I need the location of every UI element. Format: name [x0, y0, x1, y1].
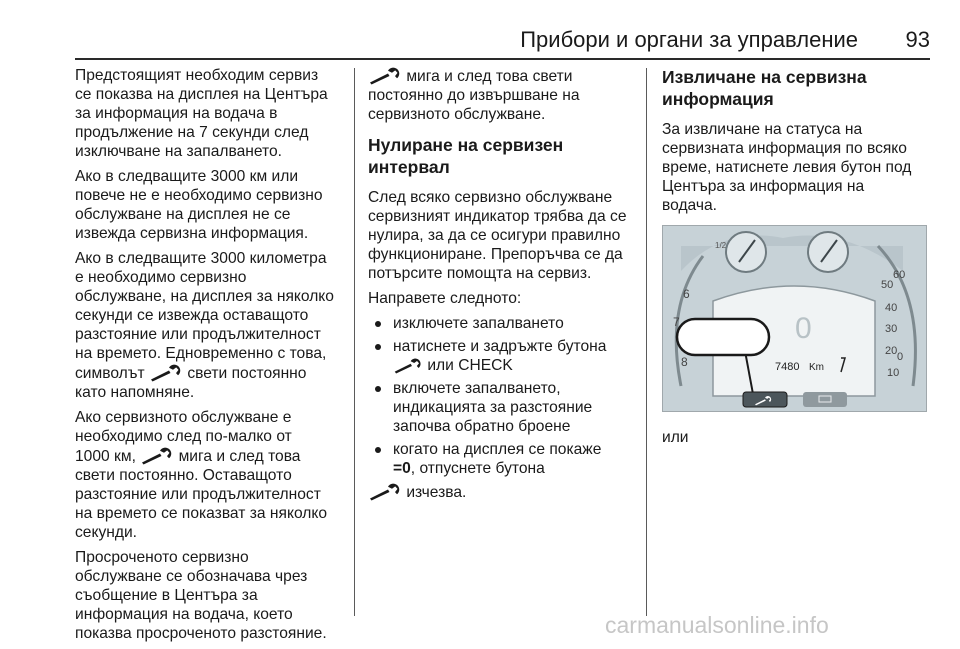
- tach-tick: 6: [683, 287, 690, 301]
- paragraph: или: [662, 429, 689, 446]
- section-title: Прибори и органи за управление: [520, 27, 858, 52]
- wrench-icon: [149, 363, 183, 382]
- page-header: [75, 24, 930, 54]
- bullet-icon: [375, 344, 381, 350]
- bullet-icon: [375, 447, 381, 453]
- odometer-unit: Km: [809, 362, 824, 373]
- watermark: carmanualsonline.info: [605, 612, 829, 638]
- list-item: изключете запалването: [368, 314, 638, 333]
- paragraph: Направете следното:: [368, 290, 522, 307]
- speed-tick: 30: [885, 323, 898, 335]
- column-3: [662, 66, 930, 453]
- paragraph: мига и след това свети постоянно до извършване на сервизното обслужване.: [368, 68, 580, 123]
- tach-tick: 8: [681, 355, 688, 369]
- wrench-icon: [393, 357, 423, 374]
- paragraph: Предстоящият необходим сервиз се показва на дисплея на Центъра за информация на водача в продължение на 7 секунди след изключване на запалването.: [75, 67, 328, 160]
- list-item: включете запалването, индикацията за разстояние започва обратно броене: [368, 379, 638, 436]
- paragraph: Ако в следващите 3000 км или повече не е необходимо сервизно обслужване на дисплея не се извежда сервизна информация.: [75, 168, 323, 242]
- bullet-icon: [375, 386, 381, 392]
- speed-tick: 10: [887, 367, 900, 379]
- wrench-icon: [140, 446, 174, 465]
- odometer-value: 7480: [775, 361, 800, 373]
- section-heading: Извличане на сервизна информация: [662, 67, 867, 109]
- page-number: 93: [905, 27, 930, 52]
- speed-tick: 20: [885, 345, 898, 357]
- paragraph: За извличане на статуса на сервизната информация по всяко време, натиснете левия бутон под Центъра за информация на водача.: [662, 121, 912, 214]
- paragraph: Ако сервизното обслужване е необходимо след по-малко от 1000 км, мига и след това свети постоянно. Оставащото разстояние или продължителност на времето се показват за няколко секунди.: [75, 409, 328, 541]
- paragraph: Ако в следващите 3000 километра е необходимо сервизно обслужване, на дисплея за няколко секунди се извежда оставащото разстояние или продължителност на времето. Едновременно с това, символът свети постоянно като напомняне.: [75, 250, 334, 401]
- paragraph: След всяко сервизно обслужване сервизният индикатор трябва да се нулира, за да се осигури правилно функциониране. Препоръчва се да потърсите помощта на сервиз.: [368, 189, 627, 282]
- speed-tick: 60: [893, 269, 906, 281]
- speed-tick: 40: [885, 302, 898, 314]
- gauge-label: 1/2: [715, 241, 727, 250]
- column-1: [75, 66, 350, 649]
- column-divider: [646, 68, 647, 616]
- speed-tick: 0: [897, 351, 904, 363]
- bullet-icon: [375, 321, 381, 327]
- list-item: натиснете и задръжте бутона или CHECK: [368, 337, 638, 375]
- header-divider: [75, 58, 930, 60]
- speed-tick: 50: [881, 279, 894, 291]
- wrench-icon: [368, 482, 402, 501]
- column-2: [368, 66, 638, 508]
- column-divider: [354, 68, 355, 616]
- list-item: когато на дисплея се покаже =0, отпуснете бутона: [368, 440, 638, 478]
- display-digit: 0: [795, 312, 812, 345]
- wrench-icon: [368, 66, 402, 85]
- paragraph: изчезва.: [368, 482, 638, 502]
- tach-tick: 7: [673, 315, 680, 329]
- paragraph: Просроченото сервизно обслужване се обозначава чрез съобщение в Центъра за информация на водача, което показва просроченото разстояние.: [75, 549, 327, 642]
- section-heading: Нулиране на сервизен интервал: [368, 135, 564, 177]
- instrument-cluster-figure: [662, 225, 927, 412]
- instrument-cluster-illustration: [663, 226, 926, 411]
